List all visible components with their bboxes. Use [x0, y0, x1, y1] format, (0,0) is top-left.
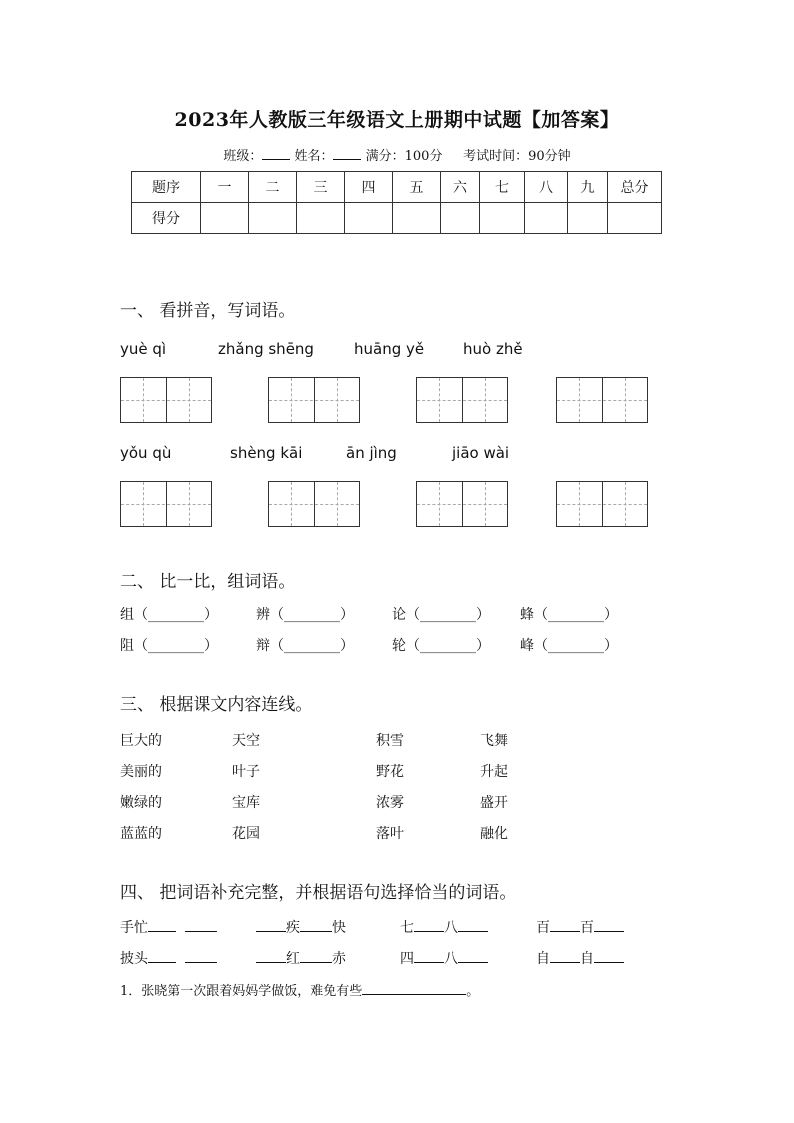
score-header: 五	[393, 172, 441, 203]
idiom-fill[interactable]	[400, 917, 488, 937]
idiom-fill[interactable]	[120, 917, 217, 937]
score-header: 二	[249, 172, 297, 203]
question-end: 。	[466, 984, 480, 999]
pinyin: huò zhě	[463, 340, 523, 358]
pinyin: jiāo wài	[452, 444, 510, 462]
idiom-fill[interactable]	[400, 948, 488, 968]
idiom-char: 快	[332, 920, 346, 936]
class-blank[interactable]	[262, 147, 290, 160]
match-word[interactable]: 升起	[480, 764, 508, 780]
blank[interactable]	[594, 948, 624, 963]
match-word[interactable]: 积雪	[376, 733, 404, 749]
match-word[interactable]: 盛开	[480, 795, 508, 811]
answer-blank[interactable]	[362, 982, 466, 995]
idiom-fill[interactable]	[256, 917, 346, 937]
idiom-char: 红	[286, 951, 300, 967]
score-header: 四	[345, 172, 393, 203]
pinyin: shèng kāi	[230, 444, 303, 462]
blank[interactable]	[550, 917, 580, 932]
match-word[interactable]: 花园	[232, 826, 260, 842]
writing-grid[interactable]	[120, 481, 212, 527]
writing-grid[interactable]	[556, 481, 648, 527]
score-row-label: 得分	[132, 203, 201, 234]
match-word[interactable]: 天空	[232, 733, 260, 749]
score-cell[interactable]	[608, 203, 662, 234]
pinyin: yuè qì	[120, 340, 167, 358]
name-blank[interactable]	[333, 147, 361, 160]
blank[interactable]	[300, 917, 332, 932]
score-table	[131, 171, 662, 234]
blank[interactable]	[148, 917, 176, 932]
score-cell[interactable]	[393, 203, 441, 234]
score-cell[interactable]	[441, 203, 480, 234]
score-header: 七	[480, 172, 525, 203]
word-compare-item[interactable]: 组（________）	[120, 607, 218, 623]
idiom-fill[interactable]	[536, 917, 624, 937]
section4-heading: 四、 把词语补充完整，并根据语句选择恰当的词语。	[120, 883, 517, 903]
idiom-char: 自	[536, 951, 550, 967]
match-word[interactable]: 嫩绿的	[120, 795, 162, 811]
blank[interactable]	[458, 948, 488, 963]
idiom-char: 四	[400, 951, 414, 967]
score-cell[interactable]	[345, 203, 393, 234]
idiom-fill[interactable]	[120, 948, 217, 968]
match-word[interactable]: 叶子	[232, 764, 260, 780]
match-word[interactable]: 浓雾	[376, 795, 404, 811]
match-word[interactable]: 野花	[376, 764, 404, 780]
blank[interactable]	[594, 917, 624, 932]
score-header: 一	[201, 172, 249, 203]
match-word[interactable]: 融化	[480, 826, 508, 842]
writing-grid[interactable]	[268, 481, 360, 527]
word-compare-item[interactable]: 辨（________）	[256, 607, 354, 623]
pinyin: yǒu qù	[120, 444, 172, 462]
match-word[interactable]: 巨大的	[120, 733, 162, 749]
score-header-row	[132, 172, 662, 203]
section3-heading: 三、 根据课文内容连线。	[120, 695, 313, 715]
idiom-char: 百	[580, 920, 594, 936]
score-header: 题序	[132, 172, 201, 203]
score-header: 总分	[608, 172, 662, 203]
word-compare-item[interactable]: 轮（________）	[392, 638, 490, 654]
idiom-fill[interactable]	[256, 948, 346, 968]
section2-heading: 二、 比一比，组词语。	[120, 572, 296, 592]
writing-grid[interactable]	[416, 377, 508, 423]
writing-grid[interactable]	[416, 481, 508, 527]
exam-time: 考试时间：90分钟	[463, 149, 571, 164]
blank[interactable]	[256, 917, 286, 932]
blank[interactable]	[300, 948, 332, 963]
blank[interactable]	[148, 948, 176, 963]
score-header: 八	[525, 172, 568, 203]
score-cell[interactable]	[297, 203, 345, 234]
writing-grid[interactable]	[120, 377, 212, 423]
score-cell[interactable]	[525, 203, 568, 234]
page-title: 2023年人教版三年级语文上册期中试题【加答案】	[174, 109, 620, 131]
idiom-char: 七	[400, 920, 414, 936]
blank[interactable]	[185, 917, 217, 932]
match-word[interactable]: 飞舞	[480, 733, 508, 749]
word-compare-item[interactable]: 论（________）	[392, 607, 490, 623]
blank[interactable]	[550, 948, 580, 963]
blank[interactable]	[185, 948, 217, 963]
score-cell[interactable]	[568, 203, 608, 234]
pinyin: ān jìng	[346, 444, 397, 462]
pinyin: zhǎng shēng	[218, 340, 314, 358]
blank[interactable]	[414, 917, 444, 932]
score-cell[interactable]	[201, 203, 249, 234]
word-compare-item[interactable]: 峰（________）	[520, 638, 618, 654]
blank[interactable]	[458, 917, 488, 932]
word-compare-item[interactable]: 阻（________）	[120, 638, 218, 654]
match-word[interactable]: 蓝蓝的	[120, 826, 162, 842]
idiom-char: 披头	[120, 951, 148, 967]
score-header: 六	[441, 172, 480, 203]
word-compare-item[interactable]: 辩（________）	[256, 638, 354, 654]
match-word[interactable]: 宝库	[232, 795, 260, 811]
full-score: 满分：100分	[365, 149, 443, 164]
writing-grid[interactable]	[556, 377, 648, 423]
score-header: 三	[297, 172, 345, 203]
blank[interactable]	[414, 948, 444, 963]
score-cell[interactable]	[480, 203, 525, 234]
question-text: 1．张晓第一次跟着妈妈学做饭，难免有些	[120, 984, 363, 999]
idiom-fill[interactable]	[536, 948, 624, 968]
idiom-char: 八	[444, 920, 458, 936]
writing-grid[interactable]	[268, 377, 360, 423]
score-header: 九	[568, 172, 608, 203]
pinyin: huāng yě	[354, 340, 425, 358]
score-cell[interactable]	[249, 203, 297, 234]
idiom-char: 百	[536, 920, 550, 936]
blank[interactable]	[256, 948, 286, 963]
score-row	[132, 203, 662, 234]
idiom-char: 自	[580, 951, 594, 967]
question-1	[120, 980, 479, 999]
idiom-char: 疾	[286, 920, 300, 936]
idiom-char: 赤	[332, 951, 346, 967]
word-compare-item[interactable]: 蜂（________）	[520, 607, 618, 623]
name-label: 姓名：	[294, 149, 334, 164]
idiom-char: 手忙	[120, 920, 148, 936]
idiom-char: 八	[444, 951, 458, 967]
match-word[interactable]: 落叶	[376, 826, 404, 842]
exam-info	[0, 145, 794, 164]
section1-heading: 一、 看拼音，写词语。	[120, 301, 296, 321]
match-word[interactable]: 美丽的	[120, 764, 162, 780]
class-label: 班级：	[223, 149, 263, 164]
